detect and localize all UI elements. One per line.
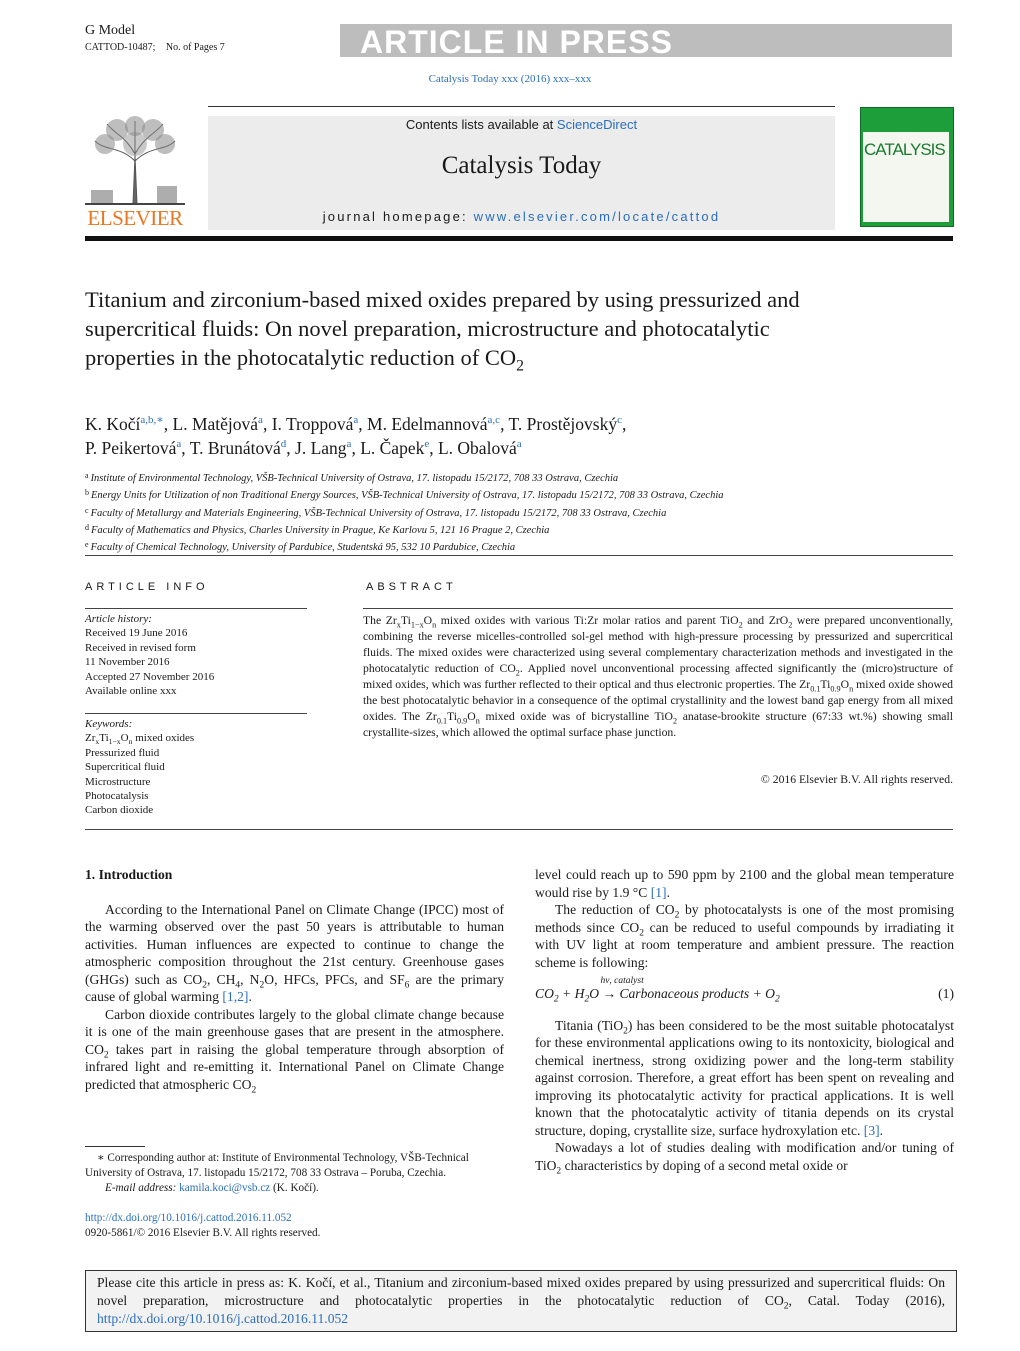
affiliation-text: Faculty of Chemical Technology, University of Pardubice, Studentská 95, 532 10 Pardubice, Czechia	[90, 542, 516, 554]
article-id-line	[85, 42, 225, 53]
issn-line: 0920-5861/© 2016 Elsevier B.V. All rights reserved.	[85, 1227, 321, 1239]
author: L. Obalová	[437, 438, 517, 458]
author: M. Edelmannová	[367, 414, 488, 434]
contents-prefix: Contents lists available at	[405, 117, 557, 132]
affiliation	[85, 469, 955, 486]
author: T. Brunátová	[189, 438, 281, 458]
keywords	[85, 717, 315, 818]
equation-condition: hν, catalyst	[600, 976, 644, 986]
doi-block	[85, 1211, 510, 1241]
doi-link[interactable]: http://dx.doi.org/10.1016/j.cattod.2016.11.052	[85, 1212, 292, 1224]
homepage-prefix: journal homepage:	[322, 209, 474, 224]
keyword-text: mixed oxides	[135, 732, 195, 745]
author-affiliation-marker[interactable]: a	[258, 414, 263, 427]
abstract-copyright: © 2016 Elsevier B.V. All rights reserved.	[760, 773, 953, 786]
homepage-link[interactable]: www.elsevier.com/locate/cattod	[473, 209, 721, 224]
keyword: Supercritical fluid	[85, 761, 165, 774]
elsevier-wordmark: ELSEVIER	[87, 206, 183, 230]
contents-line	[208, 117, 835, 132]
affiliation	[85, 504, 955, 521]
affiliation-label: a	[85, 471, 89, 480]
affiliation-label: c	[85, 505, 89, 515]
author-affiliation-marker[interactable]: d	[280, 438, 287, 451]
abstract-heading: ABSTRACT	[366, 581, 457, 593]
paragraph: level could reach up to 590 ppm by 2100 and the global mean temperature would rise by 1.9 °C [1].	[535, 867, 954, 900]
section-heading-introduction: 1. Introduction	[85, 867, 173, 882]
citation-link[interactable]: [1,2]	[222, 989, 249, 1004]
affiliation-text: Faculty of Metallurgy and Materials Engineering, VŠB-Technical University of Ostrava, 17. listopadu 15/2172, 708 33 Ostrava, Czechia	[90, 507, 667, 519]
divider	[85, 608, 307, 609]
article-id: CATTOD-10487;	[85, 42, 156, 53]
divider	[85, 829, 953, 830]
email-link[interactable]: kamila.koci@vsb.cz	[179, 1182, 271, 1194]
citation-doi-link[interactable]: http://dx.doi.org/10.1016/j.cattod.2016.11.052	[97, 1311, 349, 1326]
g-model-label: G Model	[85, 23, 136, 38]
journal-reference[interactable]: Catalysis Today xxx (2016) xxx–xxx	[428, 73, 592, 85]
divider	[363, 608, 953, 609]
author: L. Čapek	[360, 438, 425, 458]
article-in-press-banner: ARTICLE IN PRESS	[360, 24, 673, 60]
citation-text-part1: Please cite this article in press as: K. Kočí, et al., Titanium and zirconium-based mixed oxides prepared by using pressurized and supercritical fluids: On novel preparation, microstructure and photocatalytic properties in the photocatalytic reduction of CO	[97, 1275, 945, 1308]
paragraph: According to the International Panel on Climate Change (IPCC) most of the warming observed over the past 50 years is attributable to human activities. Human influences are expected to continue to change the atmospheric composition throughout the 21st century. Greenhouse gases (GHGs) such as $CO_2$, $CH_4$, $N_2O$, HFCs, PFCs, and $SF_6$ are the primary cause of global warming [1,2].	[85, 901, 504, 1004]
affiliation-text: Energy Units for Utilization of non Traditional Energy Sources, VŠB-Technical University of Ostrava, 17. listopadu 15/2172, 708 33 Ostrava, Czechia	[91, 490, 724, 502]
author-affiliation-marker[interactable]: a,c	[487, 414, 501, 427]
paragraph: Nowadays a lot of studies dealing with modification and/or tuning of TiO$_2$ characteristics by doping of a second metal oxide or	[535, 1140, 954, 1177]
keywords-label: Keywords:	[85, 718, 133, 730]
affiliation-label: e	[85, 540, 89, 550]
author: P. Peikertová	[85, 438, 177, 458]
author-affiliation-marker[interactable]: a	[516, 438, 522, 451]
citation-link[interactable]: [3]	[863, 1122, 880, 1138]
footnote-rule	[85, 1146, 145, 1147]
author-affiliation-marker[interactable]: a	[346, 438, 352, 451]
article-history	[85, 612, 315, 698]
divider	[85, 555, 953, 556]
paragraph: Carbon dioxide contributes largely to the global climate change because it is one of the main greenhouse gases that are present in the atmosphere. $CO_2$ takes part in raising the global temperature through absorption of infrared light and re-emitting it. International Panel on Climate Change predicted that atmospheric $CO_2$	[85, 1006, 504, 1096]
revised-label: Received in revised form	[85, 641, 196, 654]
citation-text-part2: , Catal. Today (2016),	[788, 1293, 945, 1308]
author-affiliation-marker[interactable]: c	[617, 414, 622, 427]
author: J. Lang	[295, 438, 347, 458]
corresponding-author-text: Corresponding author at: Institute of Environmental Technology, VŠB-Technical University of Ostrava, 17. listopadu 15/2172, 708 33 Ostrava – Poruba, Czechia.	[85, 1152, 469, 1179]
journal-title: Catalysis Today	[441, 152, 602, 179]
body-column-right	[535, 866, 955, 1177]
equation-number: (1)	[938, 986, 954, 1001]
online-date: Available online xxx	[85, 685, 177, 698]
paragraph: Titania (TiO$_2$) has been considered to be the most suitable photocatalyst for these environmental applications owing to its nontoxicity, biological and chemical inertness, strong oxidizing power and the long-term stability against corrosion. Therefore, a great effort has been spent on revealing and improving its photocatalytic activity for practical applications. It is well known that the photocatalytic activity of titania depends on its crystal structure, doping, crystallite size, surface hydroxylation etc. [3].	[535, 1017, 954, 1138]
affiliation-label: b	[85, 488, 89, 498]
masthead-top-rule	[208, 106, 835, 107]
author-affiliation-marker[interactable]: a	[176, 438, 182, 451]
author-affiliation-marker[interactable]: a	[353, 414, 359, 427]
citation-link[interactable]: [1]	[650, 884, 667, 900]
cover-title: CATALYSIS	[864, 140, 945, 159]
received-date: Received 19 June 2016	[85, 627, 188, 640]
keyword: Microstructure	[85, 775, 151, 788]
author: I. Troppová	[271, 414, 354, 434]
revised-date: 11 November 2016	[85, 656, 170, 669]
affiliation-text: Faculty of Mathematics and Physics, Charles University in Prague, Ke Karlovu 5, 121 16 Prague 2, Czechia	[91, 524, 550, 536]
affiliation-list	[85, 469, 955, 555]
email-suffix: (K. Kočí).	[270, 1182, 319, 1194]
article-title	[85, 285, 845, 375]
author: L. Matějová	[172, 414, 259, 434]
keyword: Carbon dioxide	[85, 804, 154, 817]
abstract-text: The $Zr_xTi_{1-x}O_n$ mixed oxides with various Ti:Zr molar ratios and parent TiO$_2$ and ZrO$_2$ were prepared unconventionally, combining the reverse micelles-controlled sol-gel method with high-pressure processing by pressurized and supercritical fluids. The mixed oxides were characterized using several complementary characterization methods and investigated in the photocatalytic reduction of $CO_2$. Applied novel unconventional processing affected significantly the (micro)structure of mixed oxides, which was further reflected to their optical and thus electronic properties. The $Zr_{0.1}Ti_{0.9}O_n$ mixed oxide showed the best photocatalytic behavior in a consequence of the optimal crystallinity and the lowest band gap energy from all mixed oxides. The $Zr_{0.1}Ti_{0.9}O_n$ mixed oxide was of bicrystalline TiO$_2$ anatase-brookite structure (67:33 wt.%) showing small crystallite-sizes, which allowed the optimal surface phase junction.	[363, 614, 953, 739]
author-affiliation-marker[interactable]: a,b,∗	[140, 414, 164, 427]
citation-text: Please cite this article in press as: K. Kočí, et al., Titanium and zirconium-based mixed oxides prepared by using pressurized and supercritical fluids: On novel preparation, microstructure and photocatalytic properties in the photocatalytic reduction of $CO_2$, Catal. Today (2016), http://dx.doi.org/10.1016/j.cattod.2016.11.052	[97, 1275, 945, 1326]
header-thick-rule	[85, 236, 953, 241]
corresponding-author-footnote: ∗ Corresponding author at: Institute of Environmental Technology, VŠB-Technical University of Ostrava, 17. listopadu 15/2172, 708 33 Ostrava – Poruba, Czechia. E-mail address: kamila.koci@vsb.cz (K. Kočí).	[85, 1152, 469, 1194]
journal-homepage	[208, 209, 835, 224]
affiliation	[85, 538, 955, 555]
keyword: Pressurized fluid	[85, 746, 160, 759]
article-info-heading: ARTICLE INFO	[85, 581, 209, 593]
article-title-subscript: 2	[516, 357, 525, 375]
author-affiliation-marker[interactable]: e	[424, 438, 430, 451]
page-count: No. of Pages 7	[165, 42, 225, 53]
affiliation	[85, 521, 955, 538]
article-title-text: Titanium and zirconium-based mixed oxides prepared by using pressurized and supercritical fluids: On novel preparation, microstructure and photocatalytic properties in the photocatalytic reduction of CO	[85, 287, 800, 370]
affiliation-label: d	[85, 522, 89, 532]
author: T. Prostějovský	[508, 414, 618, 434]
body-column-left	[85, 866, 504, 1096]
affiliation	[85, 486, 955, 503]
accepted-date: Accepted 27 November 2016	[85, 670, 215, 683]
equation-1: $CO_2 + H_2O$ hν, catalyst → Carbonaceous products + $O_2$ (1)	[535, 985, 954, 1003]
author: K. Kočí	[85, 414, 141, 434]
keyword: Photocatalysis	[85, 790, 149, 803]
history-label: Article history:	[85, 613, 152, 625]
author-list: K. Kočí$^{a,b,∗}$, L. Matějová$^a$, I. Troppová$^a$, M. Edelmannová$^{a,c}$, T. Prostějovský$^c$, P. Peikertová$^a$, T. Brunátová$^d$, J. Lang$^a$, L. Čapek$^e$, L. Obalová$^a$	[85, 414, 627, 458]
keyword: $Zr_xTi_{1-x}O_n$ mixed oxides	[85, 732, 195, 747]
affiliation-text: Institute of Environmental Technology, VŠB-Technical University of Ostrava, 17. listopadu 15/2172, 708 33 Ostrava, Czechia	[90, 473, 619, 484]
equation-product: Carbonaceous products	[619, 986, 750, 1001]
divider	[85, 713, 307, 714]
paragraph: The reduction of $CO_2$ by photocatalysts is one of the most promising methods since $CO_2$ can be reduced to useful compounds by irradiating it with UV light at room temperature and ambient pressure. The reaction scheme is following:	[535, 902, 955, 970]
email-label: E-mail address:	[105, 1182, 177, 1194]
sciencedirect-link[interactable]: ScienceDirect	[556, 117, 638, 132]
